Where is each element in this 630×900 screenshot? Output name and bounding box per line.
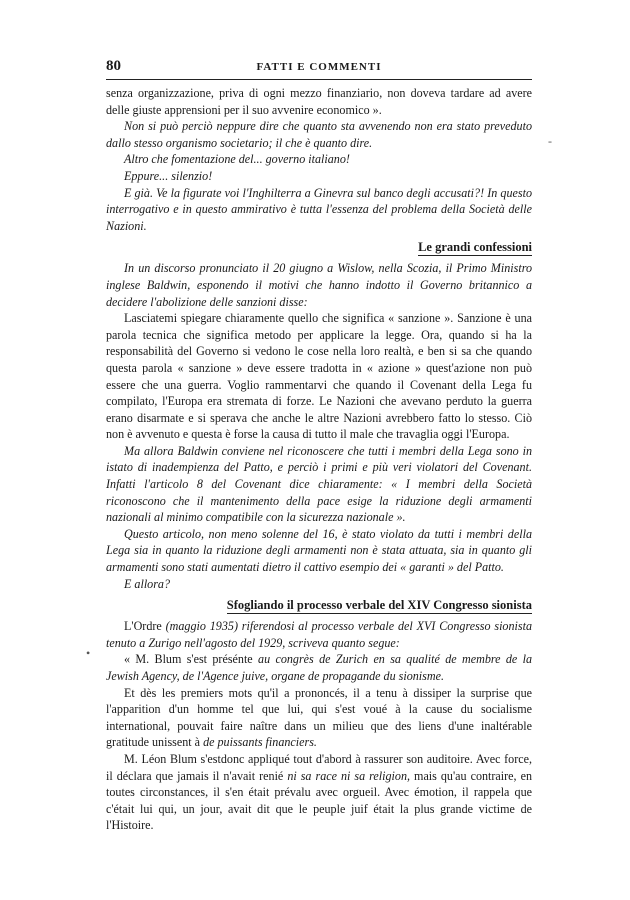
paragraph: E già. Ve la figurate voi l'Inghilterra a Ginevra sul banco degli accusati?! In questo interrogativo e in questo ammirativo è tutta l'essenza del problema della Società delle Nazioni. <box>106 185 532 233</box>
paragraph: In un discorso pronunciato il 20 giugno a Wislow, nella Scozia, il Primo Ministro inglese Baldwin, esponendo il motivi che hanno indotto il Governo britannico a decidere l'abolizione delle sanzioni disse: <box>106 261 532 309</box>
section-heading-congresso-sionista: Sfogliando il processo verbale del XIV Congresso sionista <box>226 598 532 613</box>
margin-dash: - <box>548 134 552 148</box>
paragraph: L'Ordre (maggio 1935) riferendosi al processo verbale del XVI Congresso sionista tenuto a Zurigo nell'agosto del 1929, scriveva quanto segue: <box>106 619 532 650</box>
paragraph: Questo articolo, non meno solenne del 16, è stato violato da tutti i membri della Lega sia in quanto la riduzione degli armamenti non è stata attuata, sia in quanto gli armamenti sono stati aumentati dietro il cattivo esempio dei « garanti » del Patto. <box>106 526 532 575</box>
header-rule <box>106 79 532 80</box>
quoted-french: M. Léon Blum s'estdonc appliqué tout d'abord à rassurer son auditoire. Avec force, il déclara que jamais il n'avait renié ni sa race ni sa religion, mais qu'au contraire, en toutes circonstances, il s'en était prévalu avec orgueil. Avec émotion, il rappela que c'était lui qui, un jour, avait dit que le peuple juif était la plus grande victime de l'Histoire. <box>106 751 532 833</box>
paragraph: E allora? <box>124 576 171 591</box>
section-heading-grandi-confessioni: Le grandi confessioni <box>418 240 532 255</box>
paragraph: senza organizzazione, priva di ogni mezzo finanziario, non doveva tardare ad avere delle giuste apprensioni per il suo avvenire economico ». <box>106 86 532 117</box>
paragraph: Altro che fomentazione del... governo italiano! <box>124 152 350 167</box>
page-header <box>106 56 532 80</box>
paragraph: Ma allora Baldwin conviene nel riconoscere che tutti i membri della Lega sono in istato di inadempienza del Patto, e perciò i primi e più veri violatori del Covenant. Infatti l'articolo 8 del Covenant dice chiaramente: « I membri della Società riconoscono che il mantenimento della pace esige la riduzione degli armamenti nazionali al minimo compatibile con la sicurezza nazionale ». <box>106 443 532 525</box>
quoted-french: « M. Blum s'est présénte au congrès de Zurich en sa qualité de membre de la Jewish Agency, de l'Agence juive, organe de propagande du sionisme. <box>106 652 532 683</box>
paragraph: Eppure... silenzio! <box>124 168 213 183</box>
page-number: 80 <box>106 58 121 74</box>
article-body <box>106 85 532 834</box>
running-title: FATTI E COMMENTI <box>256 61 382 73</box>
margin-dot: • <box>86 646 91 660</box>
paragraph: Non si può perciò neppure dire che quanto sta avvenendo non era stato preveduto dallo stesso organismo societario; il che è quanto dire. <box>106 119 532 150</box>
quoted-french: Et dès les premiers mots qu'il a prononcés, il a tenu à dissiper la surprise que l'apparition d'un homme tel que lui, qui s'est voué à la cause du socialisme international, pouvait faire naître dans un milieu que des liens d'une inaltérable gratitude unissent à de puissants financiers. <box>106 685 532 750</box>
quoted-speech: Lasciatemi spiegare chiaramente quello che significa « sanzione ». Sanzione è una parola tecnica che significa metodo per applicare la legge. Ora, quando si ha la responsabilità del Governo si vedono le cose nella loro realtà, e ben si sa che quando questa parola « sanzione » deve essere tradotta in « azione » quest'azione non può essere che una guerra. Voglio rammentarvi che quando il Covenant della Lega fu compilato, l'Europa era stremata di forze. Le Nazioni che avevano perduto la guerra erano disarmate e si sperava che anche le altre Nazioni avrebbero fatto lo stesso. Ciò non è avvenuto e questa è forse la causa di tutto il male che travaglia oggi l'Europa. <box>106 311 532 442</box>
